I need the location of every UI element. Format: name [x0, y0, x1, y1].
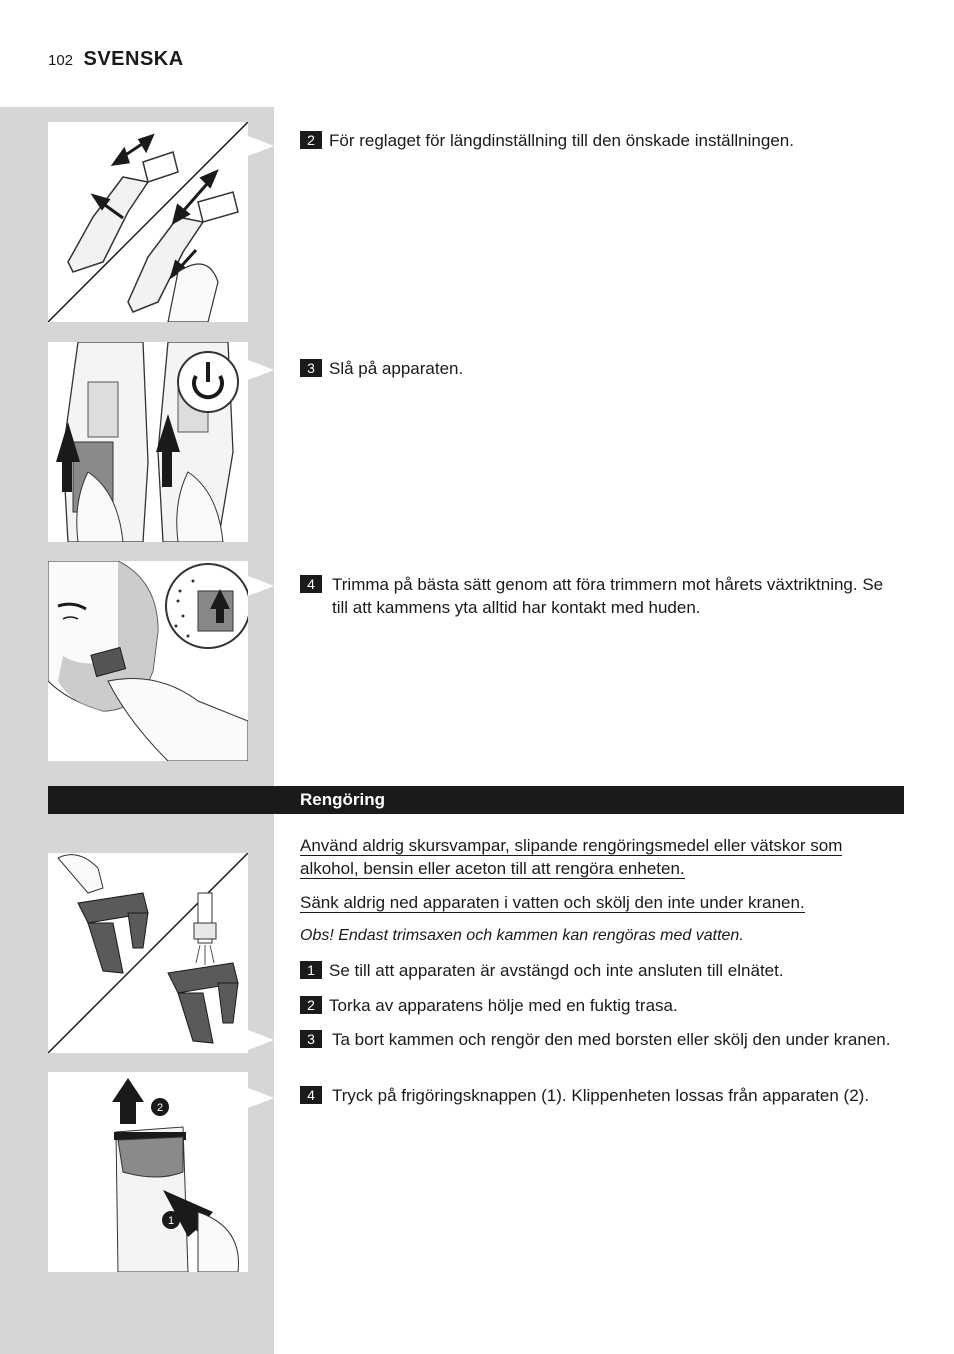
step-number: 2	[300, 131, 322, 149]
step-text: Torka av apparatens hölje med en fuktig trasa.	[329, 996, 678, 1015]
step-text: Slå på apparaten.	[329, 359, 464, 378]
cutting-unit-release-illustration	[48, 1072, 248, 1272]
step-number: 4	[300, 1086, 322, 1104]
step-number: 1	[300, 961, 322, 979]
step-number: 2	[300, 996, 322, 1014]
step-4-trim	[300, 573, 900, 619]
page-header	[48, 48, 184, 71]
clean-step-1	[300, 959, 900, 982]
warning-abrasives	[300, 834, 895, 880]
badge-2: 2	[156, 1102, 164, 1114]
clean-step-2	[300, 994, 900, 1017]
warning-text: Använd aldrig skursvampar, slipande rengöringsmedel eller vätskor som alkohol, bensin eller aceton till att rengöra enheten.	[300, 836, 843, 878]
beard-trimming-illustration	[48, 561, 248, 761]
illustration-pointer	[248, 360, 274, 380]
note-text: Obs! Endast trimsaxen och kammen kan rengöras med vatten.	[300, 927, 744, 944]
step-number: 3	[300, 1030, 322, 1048]
illustration-pointer	[248, 576, 274, 596]
warning-water	[300, 891, 895, 914]
step-2-adjust	[300, 129, 900, 152]
step-3-power-on	[300, 357, 900, 380]
step-text: Tryck på frigöringsknappen (1). Klippenheten lossas från apparaten (2).	[332, 1086, 870, 1105]
comb-rinse-illustration	[48, 853, 248, 1053]
clean-step-3	[300, 1028, 900, 1051]
step-text: Se till att apparaten är avstängd och inte ansluten till elnätet.	[329, 961, 784, 980]
illustration-pointer	[248, 136, 274, 156]
step-number: 4	[300, 575, 322, 593]
step-text: För reglaget för längdinställning till den önskade inställningen.	[329, 131, 794, 150]
step-text: Ta bort kammen och rengör den med borsten eller skölj den under kranen.	[332, 1030, 891, 1049]
clean-step-4	[300, 1084, 900, 1107]
illustration-pointer	[248, 1030, 274, 1050]
badge-1: 1	[167, 1215, 175, 1227]
section-header-bar	[48, 786, 904, 814]
step-number: 3	[300, 359, 322, 377]
trimmer-length-adjust-illustration	[48, 122, 248, 322]
illustration-pointer	[248, 1088, 274, 1108]
language-title: SVENSKA	[83, 48, 184, 70]
step-text: Trimma på bästa sätt genom att föra trimmern mot hårets växtriktning. Se till att kammens yta alltid har kontakt med huden.	[332, 575, 884, 617]
section-title: Rengöring	[300, 790, 385, 809]
page-number: 102	[48, 52, 74, 69]
power-button-illustration	[48, 342, 248, 542]
warning-text: Sänk aldrig ned apparaten i vatten och skölj den inte under kranen.	[300, 893, 805, 912]
